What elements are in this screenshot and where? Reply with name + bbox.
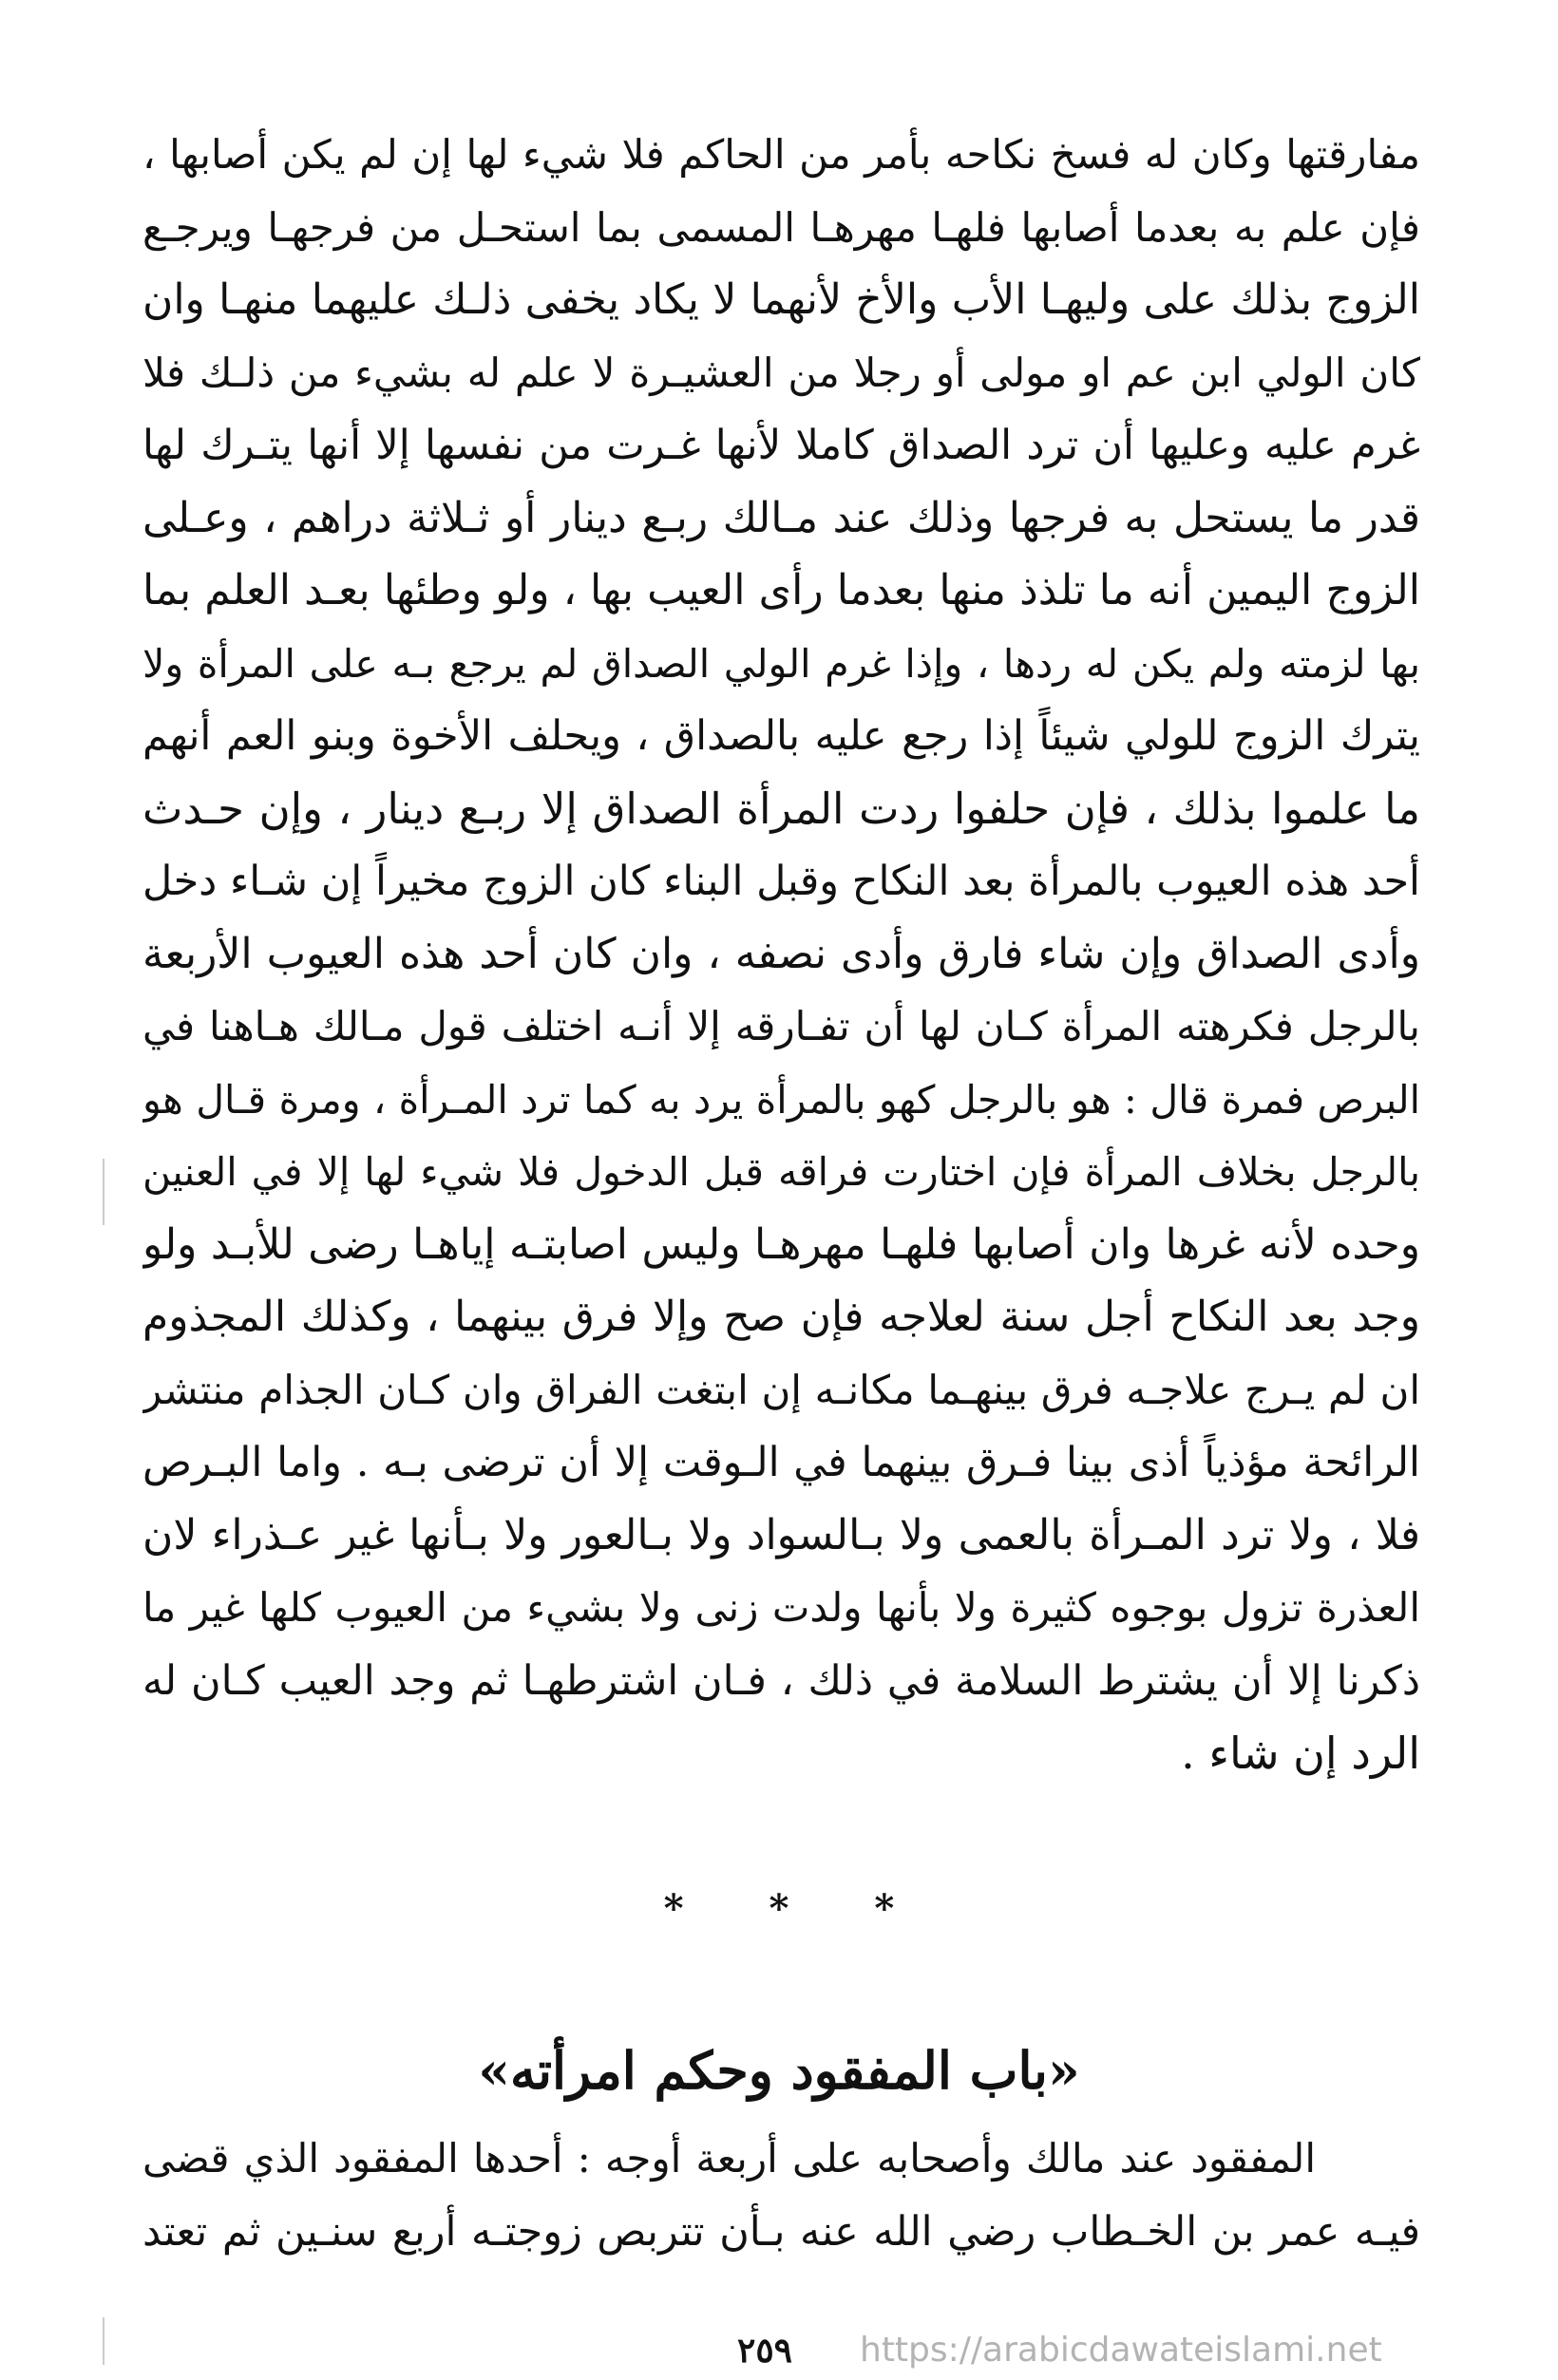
text-line: يترك الزوج للولي شيئاً إذا رجع عليه بالصداق ، ويحلف الأخوة وبنو العم أنهم [142, 712, 1420, 760]
asterisk-mark: * [769, 1886, 789, 1931]
text-line: وحده لأنه غرها وان أصابها فلهـا مهرهـا وليس اصابتـه إياهـا رضى للأبـد ولو [142, 1219, 1420, 1269]
text-line: ان لم يـرج علاجـه فرق بينهـما مكانـه إن ابتغت الفراق وان كـان الجذام منتشر [142, 1366, 1420, 1413]
text-line: مفارقتها وكان له فسخ نكاحه بأمر من الحاكم فلا شيء لها إن لم يكن أصابها ، [142, 131, 1420, 178]
left-margin-mark-lower [103, 2317, 104, 2365]
text-line: فلا ، ولا ترد المـرأة بالعمى ولا بـالسواد ولا بـالعور ولا بـأنها غير عـذراء لان [142, 1510, 1420, 1559]
text-line: ذكرنا إلا أن يشترط السلامة في ذلك ، فـان اشترطهـا ثم وجد العيب كـان له [142, 1656, 1420, 1705]
section-separator [0, 1880, 1558, 1937]
text-line: ما علموا بذلك ، فإن حلفوا ردت المرأة الصداق إلا ربـع دينار ، وإن حـدث [142, 783, 1420, 834]
page-number: ٢٥٩ [736, 2331, 792, 2371]
text-line: قدر ما يستحل به فرجها وذلك عند مـالك ربـع دينار أو ثـلاثة دراهم ، وعـلى [142, 493, 1420, 542]
text-line: غرم عليه وعليها أن ترد الصداق كاملا لأنها غـرت من نفسها إلا أنها يتـرك لها [142, 422, 1420, 469]
text-line: بها لزمته ولم يكن له ردها ، وإذا غرم الولي الصداق لم يرجع بـه على المرأة ولا [142, 640, 1420, 687]
asterisk-mark: * [663, 1886, 684, 1931]
watermark-url: https://arabicdawateislami.net [860, 2331, 1382, 2370]
left-margin-mark [103, 1159, 104, 1225]
text-line: فإن علم به بعدما أصابها فلهـا مهرهـا المسمى بما استحـل من فرجهـا ويرجـع [142, 203, 1420, 251]
text-line: بالرجل فكرهته المرأة كـان لها أن تفـارقه إلا أنـه اختلف قول مـالك هـاهنا في [142, 1003, 1420, 1049]
text-line: الرائحة مؤذياً أذى بينا فـرق بينهما في الـوقت إلا أن ترضى بـه . واما البـرص [142, 1439, 1420, 1486]
section-text-line: فيـه عمر بن الخـطاب رضي الله عنه بـأن تتربص زوجتـه أربع سنـين ثم تعتد [142, 2207, 1420, 2256]
text-line: أحد هذه العيوب بالمرأة بعد النكاح وقبل البناء كان الزوج مخيراً إن شـاء دخل [142, 858, 1420, 905]
text-line-final: الرد إن شاء . [1181, 1728, 1420, 1779]
text-line: وأدى الصداق وإن شاء فارق وأدى نصفه ، وان كان أحد هذه العيوب الأربعة [142, 929, 1420, 978]
asterisk-mark: * [874, 1886, 895, 1931]
text-line: البرص فمرة قال : هو بالرجل كهو بالمرأة يرد به كما ترد المـرأة ، ومرة قـال هو [142, 1076, 1420, 1123]
text-line: كان الولي ابن عم او مولى أو رجلا من العشيـرة لا علم له بشيء من ذلـك فلا [142, 349, 1420, 396]
text-line: الزوج بذلك على وليهـا الأب والأخ لأنهما لا يكاد يخفى ذلـك عليهما منهـا وان [142, 275, 1420, 324]
section-text-line: المفقود عند مالك وأصحابه على أربعة أوجه : أحدها المفقود الذي قضى [142, 2135, 1316, 2182]
text-line: الزوج اليمين أنه ما تلذذ منها بعدما رأى العيب بها ، ولو وطئها بعـد العلم بما [142, 566, 1420, 614]
section-heading: «باب المفقود وحكم امرأته» [478, 2040, 1080, 2101]
section-text [142, 2123, 1420, 2268]
text-line: العذرة تزول بوجوه كثيرة ولا بأنها ولدت زنى ولا بشيء من العيوب كلها غير ما [142, 1584, 1420, 1631]
text-line: وجد بعد النكاح أجل سنة لعلاجه فإن صح وإلا فرق بينهما ، وكذلك المجذوم [142, 1293, 1420, 1341]
main-text [142, 119, 1420, 1790]
text-line: بالرجل بخلاف المرأة فإن اختارت فراقه قبل الدخول فلا شيء لها إلا في العنين [142, 1149, 1420, 1195]
